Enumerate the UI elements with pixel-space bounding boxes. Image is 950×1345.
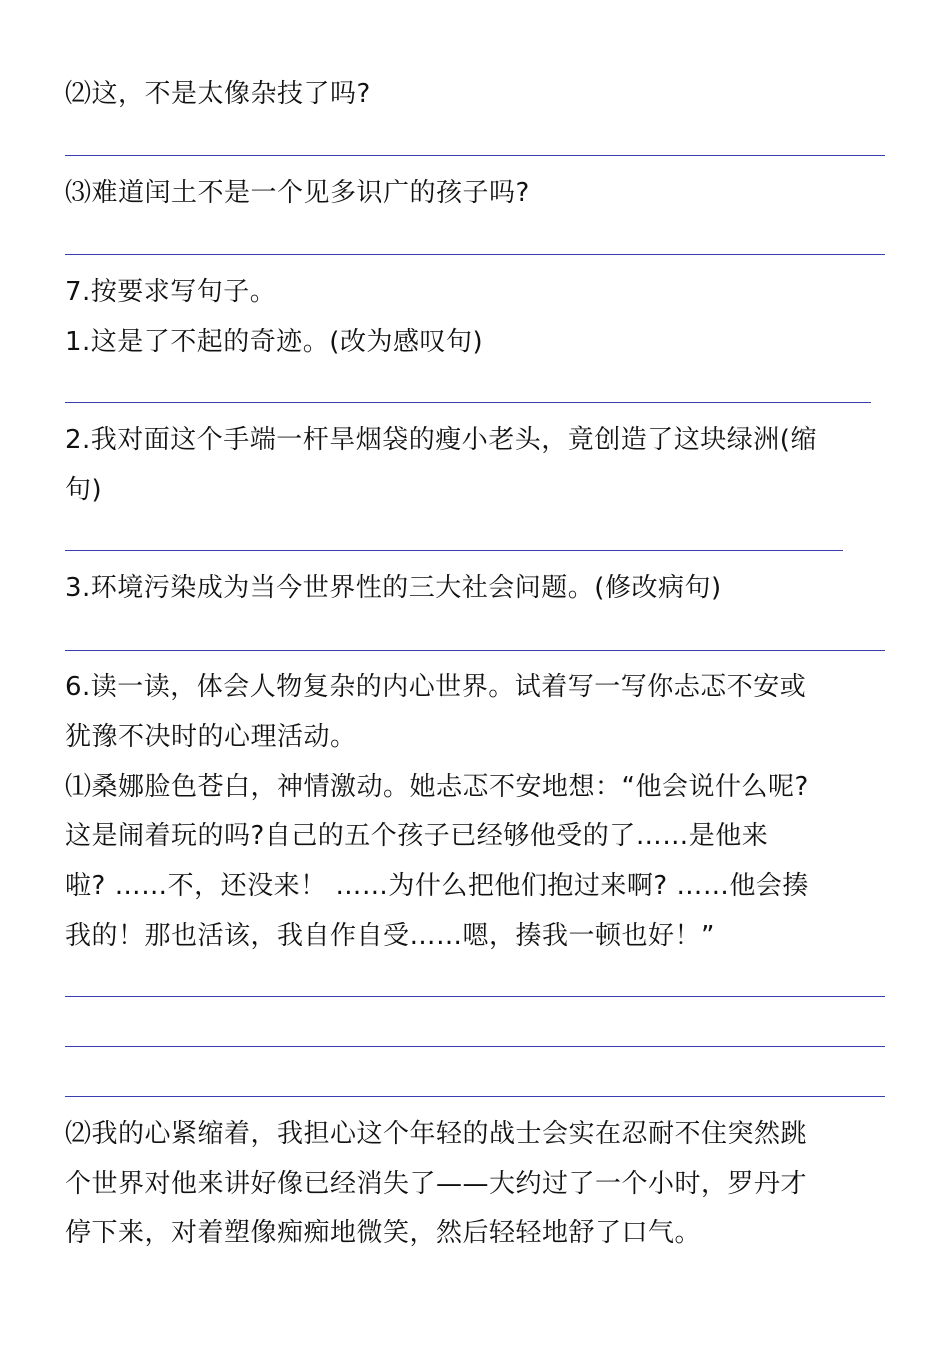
answer-line[interactable] — [65, 550, 843, 551]
passage-2-line3: 停下来，对着塑像痴痴地微笑，然后轻轻地舒了口气。 — [65, 1218, 702, 1248]
section-heading-6-line2: 犹豫不决时的心理活动。 — [65, 722, 357, 752]
answer-line[interactable] — [65, 402, 871, 403]
answer-line[interactable] — [65, 996, 885, 997]
answer-line[interactable] — [65, 650, 885, 651]
section-heading-6-line1: 6.读一读，体会人物复杂的内心世界。试着写一写你忐忑不安或 — [65, 672, 807, 702]
q7-item-2-line2: 句) — [65, 475, 103, 505]
answer-line[interactable] — [65, 1046, 885, 1047]
passage-1-line2: 这是闹着玩的吗?自己的五个孩子已经够他受的了……是他来 — [65, 821, 769, 851]
passage-2-line1: ⑵我的心紧缩着，我担心这个年轻的战士会实在忍耐不住突然跳 — [65, 1119, 808, 1149]
question-item-3: ⑶难道闰土不是一个见多识广的孩子吗? — [65, 178, 530, 208]
passage-1-line1: ⑴桑娜脸色苍白，神情激动。她忐忑不安地想：“他会说什么呢? — [65, 772, 809, 802]
answer-line[interactable] — [65, 1096, 885, 1097]
q7-item-3: 3.环境污染成为当今世界性的三大社会问题。(修改病句) — [65, 573, 722, 603]
answer-line[interactable] — [65, 155, 885, 156]
q7-item-1: 1.这是了不起的奇迹。(改为感叹句) — [65, 327, 484, 357]
passage-1-line4: 我的！那也活该，我自作自受……嗯，揍我一顿也好！” — [65, 921, 715, 951]
answer-line[interactable] — [65, 254, 885, 255]
section-heading-7: 7.按要求写句子。 — [65, 277, 277, 307]
passage-1-line3: 啦? ……不，还没来！ ……为什么把他们抱过来啊? ……他会揍 — [65, 871, 809, 901]
question-item-2: ⑵这，不是太像杂技了吗? — [65, 79, 371, 109]
q7-item-2-line1: 2.我对面这个手端一杆旱烟袋的瘦小老头，竟创造了这块绿洲(缩 — [65, 425, 817, 455]
passage-2-line2: 个世界对他来讲好像已经消失了——大约过了一个小时，罗丹才 — [65, 1169, 808, 1199]
